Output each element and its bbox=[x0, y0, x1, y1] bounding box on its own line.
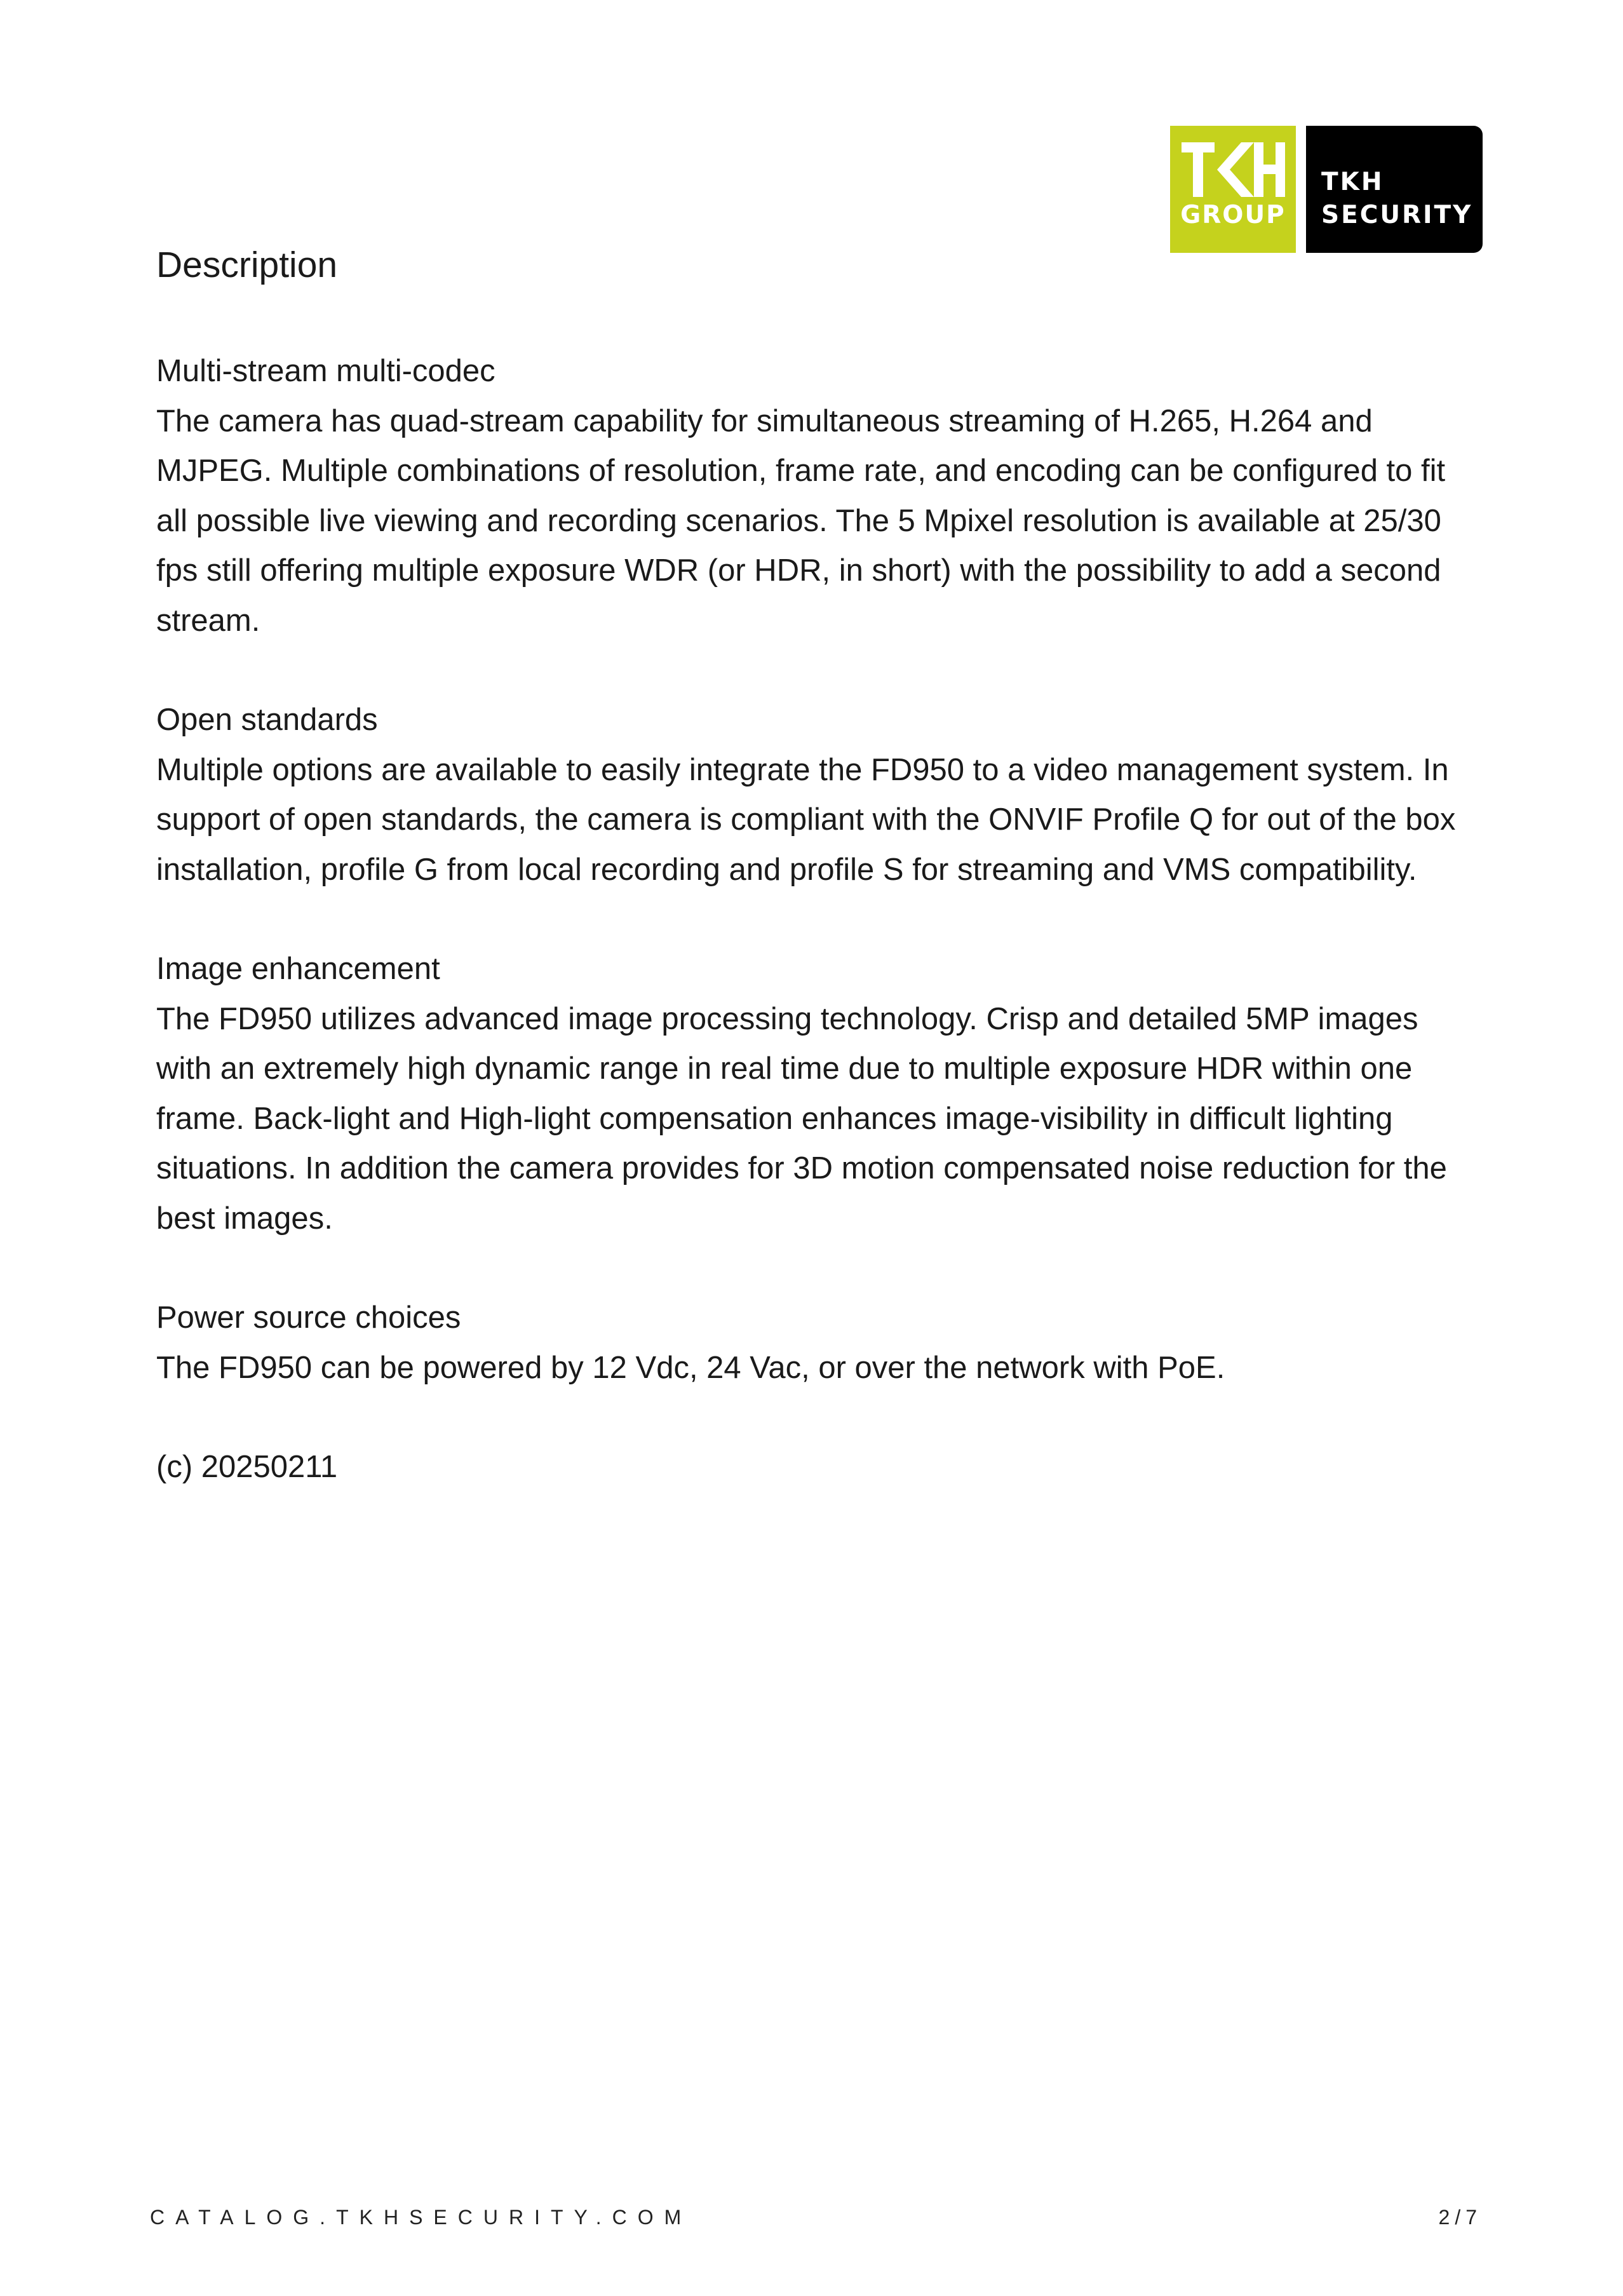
section-power-source bbox=[156, 1293, 1478, 1393]
logo-brand-line2: SECURITY bbox=[1321, 201, 1473, 229]
section-body: The camera has quad-stream capability for simultaneous streaming of H.265, H.264 and MJPEG. Multiple combinations of resolution, frame rate, and encoding can be configured to fit all possible live viewing and recording scenarios. The 5 Mpixel resolution is available at 25/30 fps still offering multiple exposure WDR (or HDR, in short) with the possibility to add a second stream. bbox=[156, 403, 1446, 638]
section-image-enhancement bbox=[156, 944, 1478, 1243]
tkh-security-logo bbox=[1170, 126, 1483, 253]
section-open-standards bbox=[156, 695, 1478, 895]
section-title: Image enhancement bbox=[156, 952, 440, 986]
tkh-group-logo-block bbox=[1170, 126, 1296, 253]
description-content bbox=[156, 346, 1478, 1492]
section-title: Multi-stream multi-codec bbox=[156, 354, 495, 388]
page-number: 2/7 bbox=[1438, 2206, 1482, 2229]
page-heading: Description bbox=[156, 245, 338, 285]
section-body: The FD950 can be powered by 12 Vdc, 24 Vac, or over the network with PoE. bbox=[156, 1350, 1225, 1385]
section-body: The FD950 utilizes advanced image processing technology. Crisp and detailed 5MP images with an extremely high dynamic range in real time due to multiple exposure HDR within one frame. Back-light and High-light compensation enhances image-visibility in difficult lighting situations. In addition the camera provides for 3D motion compensated noise reduction for the best images. bbox=[156, 1001, 1447, 1236]
tkh-logo-mark bbox=[1179, 138, 1287, 208]
footer-url: CATALOG.TKHSECURITY.COM bbox=[150, 2206, 692, 2229]
section-title: Power source choices bbox=[156, 1300, 461, 1335]
logo-brand-line1: TKH bbox=[1321, 168, 1384, 196]
copyright-text: (c) 20250211 bbox=[156, 1450, 338, 1484]
section-title: Open standards bbox=[156, 703, 378, 737]
section-multi-stream bbox=[156, 346, 1478, 645]
tkh-security-logo-block bbox=[1306, 126, 1483, 253]
logo-group-text: GROUP bbox=[1180, 201, 1286, 229]
section-body: Multiple options are available to easily integrate the FD950 to a video management system. In support of open standards, the camera is compliant with the ONVIF Profile Q for out of the box installation, profile G from local recording and profile S for streaming and VMS compatibility. bbox=[156, 752, 1456, 887]
